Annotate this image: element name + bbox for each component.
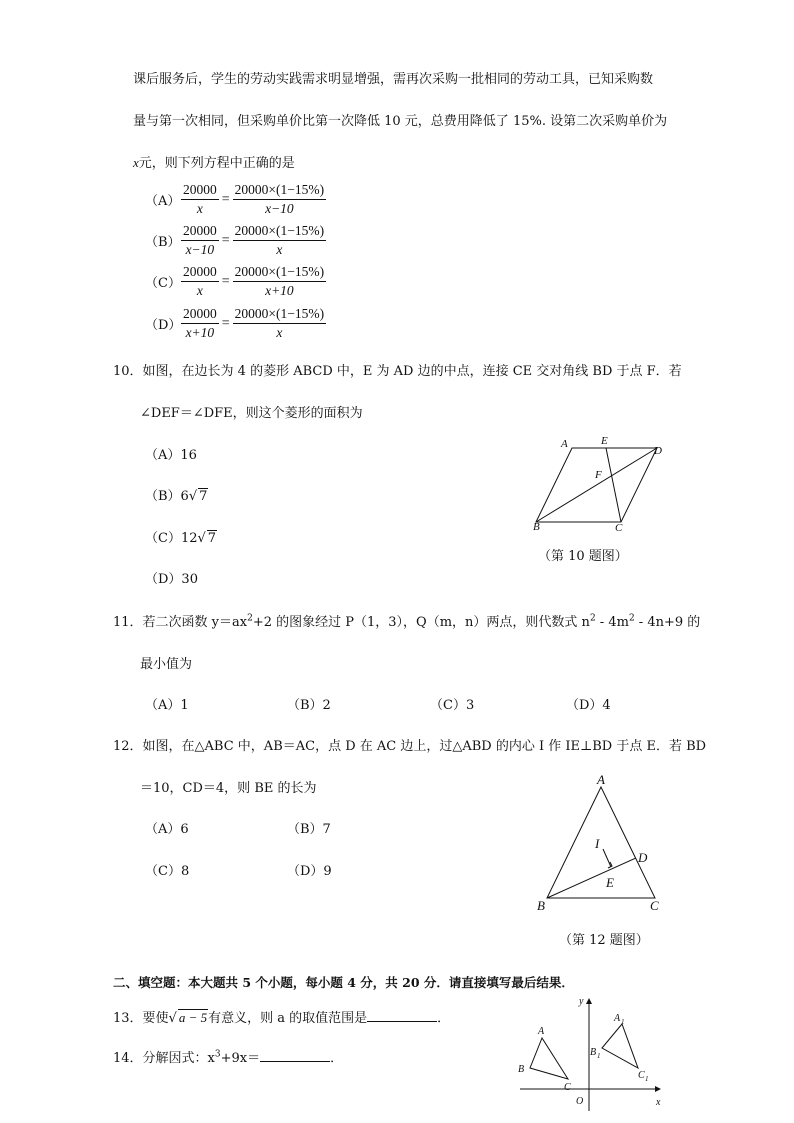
section-heading: 二、填空题：本大题共 5 个小题，每小题 4 分，共 20 分．请直接填写最后结果． xyxy=(113,975,574,990)
sqrt-symbol: √ a − 5 xyxy=(168,1010,208,1026)
label-o: O xyxy=(576,1096,584,1107)
q9-option-d[interactable]: （D） $\frac{20000}{x+10}$ = $\frac{20000\times(1-15\%)}{x}$ xyxy=(145,306,325,340)
q9-line3-text: 元，则下列方程中正确的是 xyxy=(138,156,295,171)
option-label: （C） xyxy=(145,276,181,291)
fraction-left: $\frac{20000}{x}$ xyxy=(183,182,217,216)
q10-line2: ∠DEF＝∠DFE，则这个菱形的面积为 xyxy=(140,406,363,421)
triangle-abc xyxy=(530,1038,568,1079)
q9-option-b[interactable]: （B） $\frac{20000}{x-10}$ = $\frac{20000\times(1-15\%)}{x}$ xyxy=(145,223,325,257)
q12-option-d[interactable]: （D）9 xyxy=(287,864,332,879)
fraction-left: $\frac{20000}{x-10}$ xyxy=(183,223,217,257)
option-label: （B） xyxy=(145,235,181,250)
label-b: B xyxy=(537,898,545,913)
label-f: F xyxy=(595,469,602,481)
q11-line1: 11．若二次函数 $y=ax^2+2$ 的图象经过 P（1，3），Q（m，n）两点，则代数式 $n^2 - 4m^2 - 4n+9$ 的 xyxy=(113,613,701,630)
label-c1: C xyxy=(638,1070,645,1081)
answer-blank[interactable] xyxy=(260,1049,330,1062)
q11-option-b[interactable]: （B）2 xyxy=(287,698,331,713)
label-a1-sub: 1 xyxy=(621,1018,625,1026)
q11-line2: 最小值为 xyxy=(140,657,193,672)
label-c1-sub: 1 xyxy=(645,1075,649,1083)
fraction-right: $\frac{20000\times(1-15\%)}{x-10}$ xyxy=(234,182,325,216)
triangle-abc xyxy=(547,787,655,898)
label-a: A xyxy=(538,1026,545,1037)
label-y: y xyxy=(579,996,584,1007)
fig10-caption: （第 10 题图） xyxy=(538,549,628,564)
q12-line2: ＝10，CD＝4，则 BE 的长为 xyxy=(140,781,317,796)
q9-line1: 课后服务后，学生的劳动实践需求明显增强，需再次采购一批相同的劳动工具，已知采购数 xyxy=(133,72,654,87)
label-b1: B xyxy=(590,1047,597,1058)
q10-option-a[interactable]: （A）16 xyxy=(145,448,197,463)
q9-option-a[interactable]: （A） $\frac{20000}{x}$ = $\frac{20000\times(1-15\%)}{x-10}$ xyxy=(145,182,325,216)
label-e: E xyxy=(606,875,614,890)
q12-line1: 12．如图，在△ABC 中，AB＝AC，点 D 在 AC 边上，过△ABD 的内心 I 作 IE⊥BD 于点 E．若 BD xyxy=(113,739,707,754)
triangle-figure xyxy=(530,770,670,918)
q10-line1: 10．如图，在边长为 4 的菱形 ABCD 中，E 为 AD 边的中点，连接 CE 交对角线 BD 于点 F．若 xyxy=(113,364,682,379)
coordinate-figure xyxy=(510,993,670,1115)
label-b: B xyxy=(518,1064,525,1075)
fraction-left: $\frac{20000}{x}$ xyxy=(183,264,217,298)
label-a: A xyxy=(597,772,605,787)
q11-option-d[interactable]: （D）4 xyxy=(566,698,611,713)
segment-ce xyxy=(606,448,621,522)
label-d: D xyxy=(638,850,648,865)
sqrt-symbol: √ 7 xyxy=(188,489,208,504)
fraction-right: $\frac{20000\times(1-15\%)}{x+10}$ xyxy=(234,264,325,298)
label-i: I xyxy=(595,836,600,851)
q12-option-b[interactable]: （B）7 xyxy=(287,822,331,837)
answer-blank[interactable] xyxy=(367,1009,437,1022)
q12-option-a[interactable]: （A）6 xyxy=(145,822,189,837)
sqrt-symbol: √ 7 xyxy=(197,531,217,546)
fraction-right: $\frac{20000\times(1-15\%)}{x}$ xyxy=(234,223,325,257)
label-c: C xyxy=(650,898,659,913)
triangle-a1b1c1 xyxy=(602,1024,638,1068)
fig12-caption: （第 12 题图） xyxy=(559,933,649,948)
q11-option-a[interactable]: （A）1 xyxy=(145,698,189,713)
q9-line2: 量与第一次相同，但采购单价比第一次降低 10 元，总费用降低了 15%. 设第二次采购单价为 xyxy=(133,114,668,129)
q11-option-c[interactable]: （C）3 xyxy=(430,698,475,713)
option-label: （D） xyxy=(145,318,182,333)
q10-option-c[interactable]: （C）12√ 7 xyxy=(145,531,217,546)
label-c: C xyxy=(564,1082,571,1093)
q9-line3 xyxy=(133,152,295,171)
label-b1-sub: 1 xyxy=(597,1052,601,1060)
label-d: D xyxy=(654,445,662,457)
label-e: E xyxy=(601,435,608,447)
label-a: A xyxy=(561,438,568,450)
q10-option-d[interactable]: （D）30 xyxy=(145,572,198,587)
rhombus-figure xyxy=(525,432,675,537)
label-a1: A xyxy=(614,1013,621,1024)
q14-line: 14．分解因式：$x^3+9x=$ ． xyxy=(113,1049,344,1066)
q9-var-x: x xyxy=(133,155,139,170)
segment-ie xyxy=(603,849,611,867)
q10-option-b[interactable]: （B）6√ 7 xyxy=(145,489,208,504)
label-b: B xyxy=(533,521,540,533)
fraction-right: $\frac{20000\times(1-15\%)}{x}$ xyxy=(234,306,325,340)
fraction-left: $\frac{20000}{x+10}$ xyxy=(183,306,217,340)
option-label: （A） xyxy=(145,194,181,209)
label-c: C xyxy=(615,522,623,534)
q12-option-c[interactable]: （C）8 xyxy=(145,864,190,879)
q13-line: 13．要使√ a − 5有意义，则 a 的取值范围是 ． xyxy=(113,1010,451,1026)
segment-bd xyxy=(547,858,636,898)
label-x: x xyxy=(656,1097,661,1108)
q9-option-c[interactable]: （C） $\frac{20000}{x}$ = $\frac{20000\times(1-15\%)}{x+10}$ xyxy=(145,264,325,298)
